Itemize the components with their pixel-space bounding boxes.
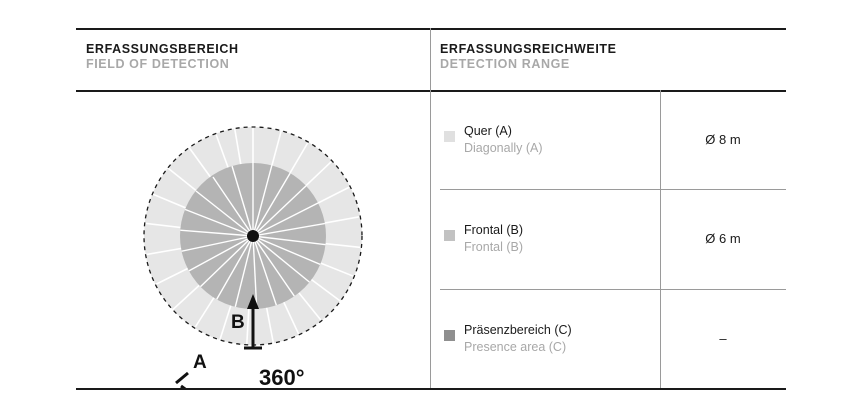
detection-spec-sheet	[76, 28, 786, 390]
diagram-marker-b: B	[231, 312, 245, 333]
row-labels	[464, 123, 543, 157]
row-label-en: Frontal (B)	[464, 240, 524, 255]
divider-top	[76, 28, 786, 30]
heading-en: FIELD OF DETECTION	[86, 57, 230, 71]
heading-de: ERFASSUNGSBEREICH	[86, 42, 239, 56]
row-value: –	[719, 330, 727, 346]
row-value: Ø 6 m	[705, 231, 741, 247]
row-divider	[440, 289, 786, 290]
row-label-de: Präsenzbereich (C)	[464, 322, 572, 337]
diagram-angle-label: 360°	[259, 365, 305, 388]
table-row	[430, 289, 786, 388]
heading-en: DETECTION RANGE	[440, 57, 570, 71]
row-labels	[464, 222, 523, 256]
heading-de: ERFASSUNGSREICHWEITE	[440, 42, 617, 56]
diagram-marker-a: A	[193, 352, 207, 373]
table-row	[430, 189, 786, 288]
divider-bottom	[76, 388, 786, 390]
row-label-en: Diagonally (A)	[464, 141, 543, 155]
legend-swatch	[444, 230, 455, 241]
legend-swatch	[444, 131, 455, 142]
detection-range-rows	[430, 90, 786, 388]
row-label-de: Frontal (B)	[464, 223, 524, 238]
detection-field-diagram	[76, 90, 430, 388]
row-value: Ø 8 m	[705, 132, 741, 147]
row-divider	[440, 189, 786, 190]
row-labels	[464, 322, 572, 356]
table-row	[430, 90, 786, 189]
detection-range-heading	[440, 42, 617, 72]
field-of-detection-heading	[86, 42, 239, 72]
legend-swatch	[444, 330, 455, 341]
row-label-de: Quer (A)	[464, 124, 512, 138]
row-label-en: Presence area (C)	[464, 339, 567, 354]
